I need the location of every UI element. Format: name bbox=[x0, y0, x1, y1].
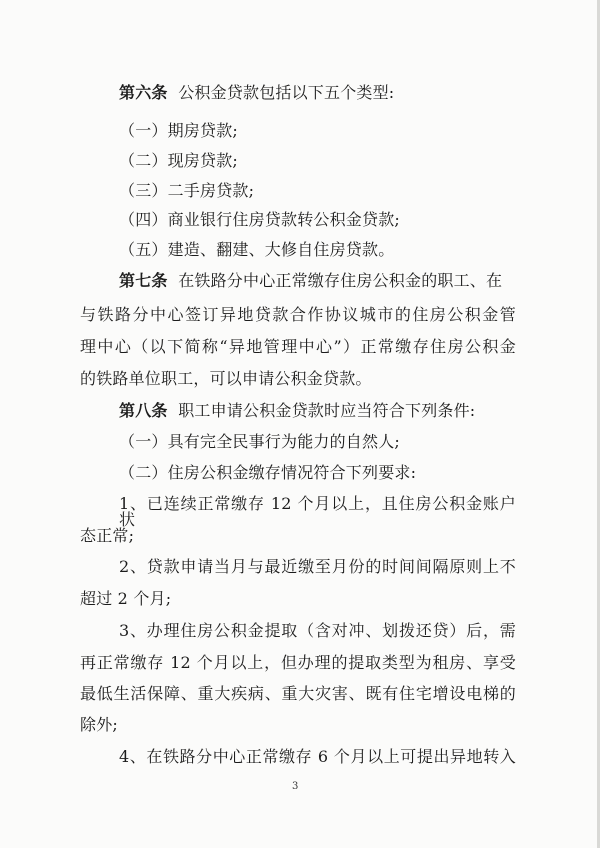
page-number: 3 bbox=[292, 781, 299, 792]
article8-condition-2: （二）住房公积金缴存情况符合下列要求: bbox=[119, 463, 417, 482]
article7-line-4: 的铁路单位职工，可以申请公积金贷款。 bbox=[80, 369, 372, 388]
article8-heading: 第八条 bbox=[119, 401, 168, 420]
article8-heading-line bbox=[119, 403, 475, 419]
article7-text-1: 在铁路分中心正常缴存住房公积金的职工、在 bbox=[178, 271, 503, 290]
requirement-3-line-3: 最低生活保障、重大疾病、重大灾害、既有住宅增设电梯的 bbox=[80, 684, 516, 703]
requirement-3-line-1: 3、办理住房公积金提取（含对冲、划拨还贷）后，需 bbox=[119, 621, 516, 640]
article6-item-1: （一）期房贷款; bbox=[119, 121, 238, 140]
article6-heading-line bbox=[119, 85, 394, 101]
requirement-2-line-1: 2、贷款申请当月与最近缴至月份的时间间隔原则上不 bbox=[119, 557, 516, 576]
requirement-3-line-2: 再正常缴存 12 个月以上，但办理的提取类型为租房、享受 bbox=[80, 653, 516, 672]
requirement-1-line-1: 1、已连续正常缴存 12 个月以上，且住房公积金账户状 bbox=[119, 494, 516, 529]
article6-item-4: （四）商业银行住房贷款转公积金贷款; bbox=[119, 210, 400, 229]
article6-item-3: （三）二手房贷款; bbox=[119, 181, 255, 200]
article7-line-3: 理中心（以下简称“异地管理中心”）正常缴存住房公积金 bbox=[80, 337, 516, 356]
article7-line-1 bbox=[119, 273, 502, 289]
requirement-1-line-2: 态正常; bbox=[80, 526, 135, 545]
requirement-3-line-4: 除外; bbox=[80, 715, 118, 734]
requirement-4-line-1: 4、在铁路分中心正常缴存 6 个月以上可提出异地转入 bbox=[119, 747, 516, 766]
article6-item-5: （五）建造、翻建、大修自住房贷款。 bbox=[119, 240, 395, 259]
article6-intro: 公积金贷款包括以下五个类型: bbox=[178, 83, 395, 102]
requirement-2-line-2: 超过 2 个月; bbox=[80, 589, 172, 608]
article7-heading: 第七条 bbox=[119, 271, 168, 290]
article8-intro: 职工申请公积金贷款时应当符合下列条件: bbox=[178, 401, 476, 420]
article6-heading: 第六条 bbox=[119, 83, 168, 102]
article8-condition-1: （一）具有完全民事行为能力的自然人; bbox=[119, 432, 400, 451]
article6-item-2: （二）现房贷款; bbox=[119, 151, 238, 170]
article7-line-2: 与铁路分中心签订异地贷款合作协议城市的住房公积金管 bbox=[80, 305, 516, 324]
